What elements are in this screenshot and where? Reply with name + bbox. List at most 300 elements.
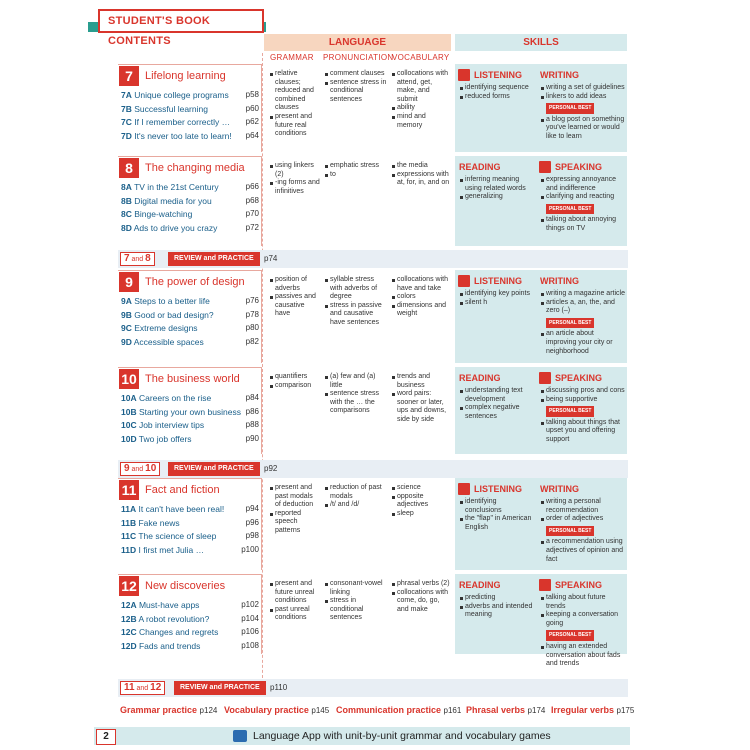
grammar-item: position of adverbs <box>270 276 320 293</box>
lesson-row <box>121 641 261 651</box>
lesson-code: 9D <box>121 336 132 347</box>
vocabulary-column <box>392 484 450 518</box>
pronunciation-column <box>325 162 387 179</box>
lesson-code: 11A <box>121 504 137 514</box>
lesson-title: I first met Julia … <box>136 544 205 555</box>
skill2-list <box>541 387 625 404</box>
vocabulary-list <box>392 162 450 188</box>
skill1-title: LISTENING <box>474 484 523 494</box>
review-unit-b: 12 <box>150 682 162 693</box>
skill2-title: WRITING <box>540 276 579 286</box>
vocabulary-item: collocations with attend, get, make, and submit <box>392 70 450 104</box>
unit-number: 10 <box>119 369 139 389</box>
vocabulary-item: trends and business <box>392 373 450 390</box>
review-units <box>120 462 160 476</box>
lesson-code: 8A <box>121 182 132 192</box>
unit-number: 7 <box>119 66 139 86</box>
skill2-pb-item: an article about improving your city or neighborhood <box>541 330 625 356</box>
skill1-column <box>460 176 535 202</box>
lesson-page: p58 <box>245 90 259 99</box>
grammar-item: present and past modals of deduction <box>270 484 320 510</box>
page-title: STUDENT'S BOOK CONTENTS <box>98 9 264 33</box>
vocabulary-item: science <box>392 484 450 493</box>
review-row <box>118 679 628 697</box>
pronunciation-item: reduction of past modals <box>325 484 387 501</box>
pronunciation-list <box>325 162 387 179</box>
lesson-title: Steps to a better life <box>131 296 210 306</box>
skill1-item: complex negative sentences <box>460 404 535 421</box>
lesson-code: 7D <box>121 130 132 141</box>
grammar-list <box>270 70 320 139</box>
lesson-title: Accessible spaces <box>131 336 204 347</box>
skill2-item: discussing pros and cons <box>541 387 625 396</box>
vocabulary-list <box>392 373 450 425</box>
lesson-title: Good or bad design? <box>131 309 214 320</box>
lesson-page: p68 <box>245 195 259 205</box>
lesson-code: 12A <box>121 600 137 610</box>
vocabulary-list <box>392 276 450 319</box>
lesson-row <box>121 131 261 141</box>
lesson-page: p100 <box>241 544 259 554</box>
grammar-item: quantifiers <box>270 373 320 382</box>
vocabulary-list <box>392 580 450 614</box>
skill2-list <box>541 84 625 101</box>
footer-link-label: Grammar practice <box>120 705 200 715</box>
audio-book-icon <box>458 69 470 81</box>
skill1-item: understanding text development <box>460 387 535 404</box>
footer-link-label: Irregular verbs <box>551 705 617 715</box>
lesson-page: p80 <box>245 323 259 332</box>
lesson-title: It can't have been real! <box>136 504 225 514</box>
pronunciation-item: to <box>325 171 387 180</box>
page-number: 2 <box>96 729 116 745</box>
vocabulary-item: collocations with come, do, go, and make <box>392 589 450 615</box>
lesson-title: Binge-watching <box>131 209 193 219</box>
skill2-pb-item: having an extended conversation about fads and trends <box>541 643 625 669</box>
grammar-item: present and future unreal conditions <box>270 580 320 606</box>
footer-link[interactable] <box>120 705 217 715</box>
personal-best-badge: PERSONAL BEST <box>546 318 594 329</box>
vocabulary-column <box>392 162 450 188</box>
vocabulary-item: colors <box>392 293 450 302</box>
lesson-page: p78 <box>245 309 259 319</box>
grammar-list <box>270 162 320 196</box>
lesson-page: p64 <box>245 130 259 140</box>
vocabulary-item: opposite adjectives <box>392 493 450 510</box>
vocabulary-column <box>392 373 450 425</box>
skill2-column <box>541 290 625 356</box>
skill2-pb-list <box>541 538 625 564</box>
lesson-title: Careers on the rise <box>136 393 212 403</box>
grammar-column <box>270 276 320 319</box>
app-icon <box>233 730 247 742</box>
pronunciation-item: comment clauses <box>325 70 387 79</box>
skill1-item: reduced forms <box>460 93 535 102</box>
grammar-item: present and future real conditions <box>270 113 320 139</box>
skill1-item: the "flap" in American English <box>460 515 535 532</box>
pronunciation-item: stress in conditional sentences <box>325 597 387 623</box>
review-label: REVIEW and PRACTICE <box>174 681 266 695</box>
lesson-code: 11D <box>121 544 137 555</box>
unit-title: The changing media <box>145 162 245 174</box>
skill2-pb-list <box>541 116 625 142</box>
video-book-icon <box>539 372 551 384</box>
footer-link-page: p174 <box>527 706 546 715</box>
skill2-list <box>541 176 625 202</box>
grammar-list <box>270 373 320 390</box>
skill1-column <box>460 498 535 532</box>
grammar-column <box>270 580 320 623</box>
lesson-code: 10D <box>121 433 137 444</box>
lesson-row <box>121 90 261 100</box>
app-promo-text: Language App with unit-by-unit grammar and vocabulary games <box>253 730 551 742</box>
review-unit-b: 8 <box>145 253 151 264</box>
lesson-page: p86 <box>245 406 259 416</box>
lesson-page: p84 <box>245 393 259 402</box>
lesson-code: 7C <box>121 117 132 127</box>
unit-number: 11 <box>119 480 139 500</box>
lesson-title: The science of sleep <box>136 531 217 541</box>
skill1-item: silent h <box>460 299 535 308</box>
vocabulary-item: mind and memory <box>392 113 450 130</box>
skill1-item: adverbs and intended meaning <box>460 603 535 620</box>
review-and: and <box>129 256 146 263</box>
lesson-page: p106 <box>241 627 259 636</box>
skill2-list <box>541 498 625 524</box>
footer-link[interactable] <box>466 705 545 715</box>
lesson-row <box>121 296 261 306</box>
lesson-page: p60 <box>245 103 259 113</box>
pronunciation-column <box>325 276 387 328</box>
review-unit-a: 9 <box>124 463 130 474</box>
lesson-title: Changes and regrets <box>136 627 219 637</box>
lesson-title: Starting your own business <box>136 406 242 417</box>
lesson-title: Fake news <box>136 517 180 528</box>
grammar-column <box>270 70 320 139</box>
lesson-title: Fads and trends <box>136 640 201 651</box>
vocabulary-item: sleep <box>392 510 450 519</box>
audio-book-icon <box>458 483 470 495</box>
lesson-row <box>121 209 261 219</box>
skill2-pb-list <box>541 419 625 445</box>
skills-heading: SKILLS <box>455 34 627 51</box>
personal-best-badge: PERSONAL BEST <box>546 630 594 641</box>
grammar-item: passives and causative have <box>270 293 320 319</box>
lesson-page: p104 <box>241 613 259 623</box>
lesson-page: p102 <box>241 600 259 609</box>
review-page: p74 <box>264 254 278 263</box>
unit-title: The business world <box>145 373 240 385</box>
pronunciation-column <box>325 580 387 623</box>
skill2-list <box>541 594 625 628</box>
video-book-icon <box>539 579 551 591</box>
grammar-item: using linkers (2) <box>270 162 320 179</box>
skill1-item: inferring meaning using related words <box>460 176 535 193</box>
pronunciation-list <box>325 70 387 104</box>
grammar-column <box>270 484 320 536</box>
vocabulary-list <box>392 70 450 130</box>
skill2-list <box>541 290 625 316</box>
lesson-title: Extreme designs <box>131 323 198 333</box>
unit-number: 12 <box>119 576 139 596</box>
lesson-row <box>121 393 261 403</box>
skill1-title: READING <box>459 162 501 172</box>
lesson-page: p94 <box>245 504 259 513</box>
personal-best-badge: PERSONAL BEST <box>546 526 594 537</box>
review-and: and <box>134 685 151 692</box>
footer-link-label: Communication practice <box>336 705 444 715</box>
lesson-row <box>121 531 261 541</box>
footer-link[interactable] <box>224 705 329 715</box>
lesson-page: p72 <box>245 222 259 232</box>
lesson-page: p88 <box>245 420 259 429</box>
review-units <box>120 252 155 266</box>
lesson-code: 8C <box>121 209 132 219</box>
review-row <box>118 460 628 478</box>
lesson-row <box>121 117 261 127</box>
grammar-list <box>270 276 320 319</box>
lesson-title: Must-have apps <box>136 600 200 610</box>
skill2-pb-item: talking about annoying things on TV <box>541 216 625 233</box>
grammar-list <box>270 580 320 623</box>
vocabulary-item: ability <box>392 104 450 113</box>
lesson-title: Successful learning <box>131 103 208 114</box>
pronunciation-item: (a) few and (a) little <box>325 373 387 390</box>
unit-title: New discoveries <box>145 580 226 592</box>
skill1-item: predicting <box>460 594 535 603</box>
pronunciation-item: sentence stress in conditional sentences <box>325 79 387 105</box>
lesson-title: Two job offers <box>136 433 192 444</box>
grammar-item: relative clauses; reduced and combined clauses <box>270 70 320 113</box>
language-heading: LANGUAGE <box>264 34 451 51</box>
skill1-item: identifying key points <box>460 290 535 299</box>
skill2-item: writing a personal recommendation <box>541 498 625 515</box>
lesson-page: p90 <box>245 433 259 443</box>
lesson-page: p66 <box>245 182 259 191</box>
lesson-code: 12B <box>121 613 137 624</box>
skill2-item: order of adjectives <box>541 515 625 524</box>
skill2-column <box>541 176 625 234</box>
grammar-item: reported speech patterns <box>270 510 320 536</box>
lesson-row <box>121 104 261 114</box>
skill1-title: LISTENING <box>474 70 523 80</box>
lesson-page: p98 <box>245 531 259 540</box>
skill1-column <box>460 84 535 101</box>
vocabulary-item: dimensions and weight <box>392 302 450 319</box>
review-units <box>120 681 165 695</box>
audio-book-icon <box>458 275 470 287</box>
lesson-code: 9A <box>121 296 132 306</box>
skill2-pb-list <box>541 643 625 669</box>
unit-title: Fact and fiction <box>145 484 220 496</box>
lesson-row <box>121 545 261 555</box>
lesson-row <box>121 504 261 514</box>
grammar-column <box>270 373 320 390</box>
lesson-row <box>121 182 261 192</box>
review-unit-b: 10 <box>145 463 157 474</box>
lesson-title: Digital media for you <box>131 195 212 206</box>
lesson-title: If I remember correctly … <box>131 117 231 127</box>
skill2-item: talking about future trends <box>541 594 625 611</box>
lesson-code: 11B <box>121 517 137 528</box>
lesson-row <box>121 600 261 610</box>
skill2-pb-list <box>541 216 625 233</box>
lesson-title: Job interview tips <box>136 420 205 430</box>
pronunciation-column <box>325 70 387 104</box>
lesson-title: Ads to drive you crazy <box>131 222 218 233</box>
personal-best-badge: PERSONAL BEST <box>546 103 594 114</box>
pronunciation-list <box>325 580 387 623</box>
lesson-code: 7B <box>121 103 132 114</box>
review-page: p110 <box>270 683 288 692</box>
footer-link-page: p161 <box>443 706 462 715</box>
skill2-column <box>541 387 625 445</box>
pronunciation-item: emphatic stress <box>325 162 387 171</box>
vocabulary-item: the media <box>392 162 450 171</box>
skill2-item: clarifying and reacting <box>541 193 625 202</box>
lesson-code: 10C <box>121 420 137 430</box>
skill2-title: SPEAKING <box>555 580 603 590</box>
skill1-list <box>460 84 535 101</box>
lesson-code: 7A <box>121 90 132 100</box>
grammar-item: past unreal conditions <box>270 606 320 623</box>
lesson-page: p70 <box>245 209 259 218</box>
review-and: and <box>129 466 146 473</box>
lesson-code: 11C <box>121 531 137 541</box>
skill2-pb-list <box>541 330 625 356</box>
lesson-row <box>121 310 261 320</box>
skill1-list <box>460 176 535 202</box>
lesson-page: p82 <box>245 336 259 346</box>
lesson-page: p96 <box>245 517 259 527</box>
skill2-item: writing a set of guidelines <box>541 84 625 93</box>
skill1-column <box>460 594 535 620</box>
vocabulary-column <box>392 580 450 614</box>
vocabulary-item: expressions with at, for, in, and on <box>392 171 450 188</box>
skill2-title: WRITING <box>540 70 579 80</box>
skill2-pb-item: a recommendation using adjectives of opinion and fact <box>541 538 625 564</box>
vocabulary-item: word pairs: sooner or later, ups and downs, side by side <box>392 390 450 424</box>
video-book-icon <box>539 161 551 173</box>
lesson-code: 9C <box>121 323 132 333</box>
skill2-item: writing a magazine article <box>541 290 625 299</box>
footer-link-page: p124 <box>199 706 218 715</box>
skill2-item: linkers to add ideas <box>541 93 625 102</box>
lesson-code: 8B <box>121 195 132 206</box>
skill2-pb-item: talking about things that upset you and offering support <box>541 419 625 445</box>
skill1-column <box>460 387 535 421</box>
lesson-row <box>121 323 261 333</box>
pronunciation-subheading: PRONUNCIATION <box>323 53 394 62</box>
unit-title: The power of design <box>145 276 245 288</box>
skill1-list <box>460 290 535 307</box>
vocabulary-column <box>392 276 450 319</box>
lesson-code: 12D <box>121 640 137 651</box>
pronunciation-list <box>325 373 387 416</box>
unit-number: 9 <box>119 272 139 292</box>
pronunciation-list <box>325 484 387 510</box>
skill2-title: WRITING <box>540 484 579 494</box>
skill1-title: READING <box>459 580 501 590</box>
unit-title: Lifelong learning <box>145 70 226 82</box>
lesson-title: It's never too late to learn! <box>131 130 232 141</box>
footer-link-label: Vocabulary practice <box>224 705 312 715</box>
lesson-row <box>121 434 261 444</box>
skill1-list <box>460 498 535 532</box>
lesson-code: 10A <box>121 393 137 403</box>
skill2-pb-item: a blog post on something you've learned or would like to learn <box>541 116 625 142</box>
skill1-item: identifying conclusions <box>460 498 535 515</box>
vocabulary-subheading: VOCABULARY <box>392 53 450 62</box>
lesson-row <box>121 627 261 637</box>
lesson-row <box>121 420 261 430</box>
skill2-title: SPEAKING <box>555 162 603 172</box>
pronunciation-item: stress in passive and causative have sentences <box>325 302 387 328</box>
lesson-page: p62 <box>245 117 259 126</box>
pronunciation-item: consonant-vowel linking <box>325 580 387 597</box>
lesson-code: 9B <box>121 309 132 320</box>
lesson-row <box>121 223 261 233</box>
personal-best-badge: PERSONAL BEST <box>546 204 594 215</box>
pronunciation-column <box>325 373 387 416</box>
column-divider <box>262 53 263 693</box>
footer-link-page: p145 <box>311 706 330 715</box>
skill1-item: generalizing <box>460 193 535 202</box>
lesson-code: 10B <box>121 406 137 417</box>
unit-number: 8 <box>119 158 139 178</box>
skill2-column <box>541 594 625 669</box>
pronunciation-column <box>325 484 387 510</box>
skill2-item: articles a, an, the, and zero (–) <box>541 299 625 316</box>
skill1-list <box>460 387 535 421</box>
vocabulary-item: collocations with have and take <box>392 276 450 293</box>
lesson-code: 12C <box>121 627 137 637</box>
skill1-title: LISTENING <box>474 276 523 286</box>
vocabulary-item: phrasal verbs (2) <box>392 580 450 589</box>
grammar-item: -ing forms and infinitives <box>270 179 320 196</box>
pronunciation-list <box>325 276 387 328</box>
lesson-row <box>121 407 261 417</box>
review-unit-a: 7 <box>124 253 130 264</box>
lesson-title: TV in the 21st Century <box>131 182 219 192</box>
grammar-item: comparison <box>270 382 320 391</box>
review-row <box>118 250 628 268</box>
lesson-row <box>121 518 261 528</box>
footer-link-label: Phrasal verbs <box>466 705 528 715</box>
lesson-code: 8D <box>121 222 132 233</box>
review-label: REVIEW and PRACTICE <box>168 252 260 266</box>
lesson-title: A robot revolution? <box>136 613 210 624</box>
personal-best-badge: PERSONAL BEST <box>546 406 594 417</box>
skill2-item: keeping a conversation going <box>541 611 625 628</box>
skill2-title: SPEAKING <box>555 373 603 383</box>
lesson-row <box>121 196 261 206</box>
grammar-column <box>270 162 320 196</box>
skill2-item: expressing annoyance and indifference <box>541 176 625 193</box>
pronunciation-item: syllable stress with adverbs of degree <box>325 276 387 302</box>
skill1-item: identifying sequence <box>460 84 535 93</box>
review-label: REVIEW and PRACTICE <box>168 462 260 476</box>
skill1-title: READING <box>459 373 501 383</box>
skill1-column <box>460 290 535 307</box>
vocabulary-list <box>392 484 450 518</box>
footer-link[interactable] <box>551 705 634 715</box>
grammar-subheading: GRAMMAR <box>270 53 314 62</box>
footer-link[interactable] <box>336 705 461 715</box>
review-unit-a: 11 <box>124 682 135 693</box>
skill1-list <box>460 594 535 620</box>
pronunciation-item: sentence stress with the … the comparisons <box>325 390 387 416</box>
